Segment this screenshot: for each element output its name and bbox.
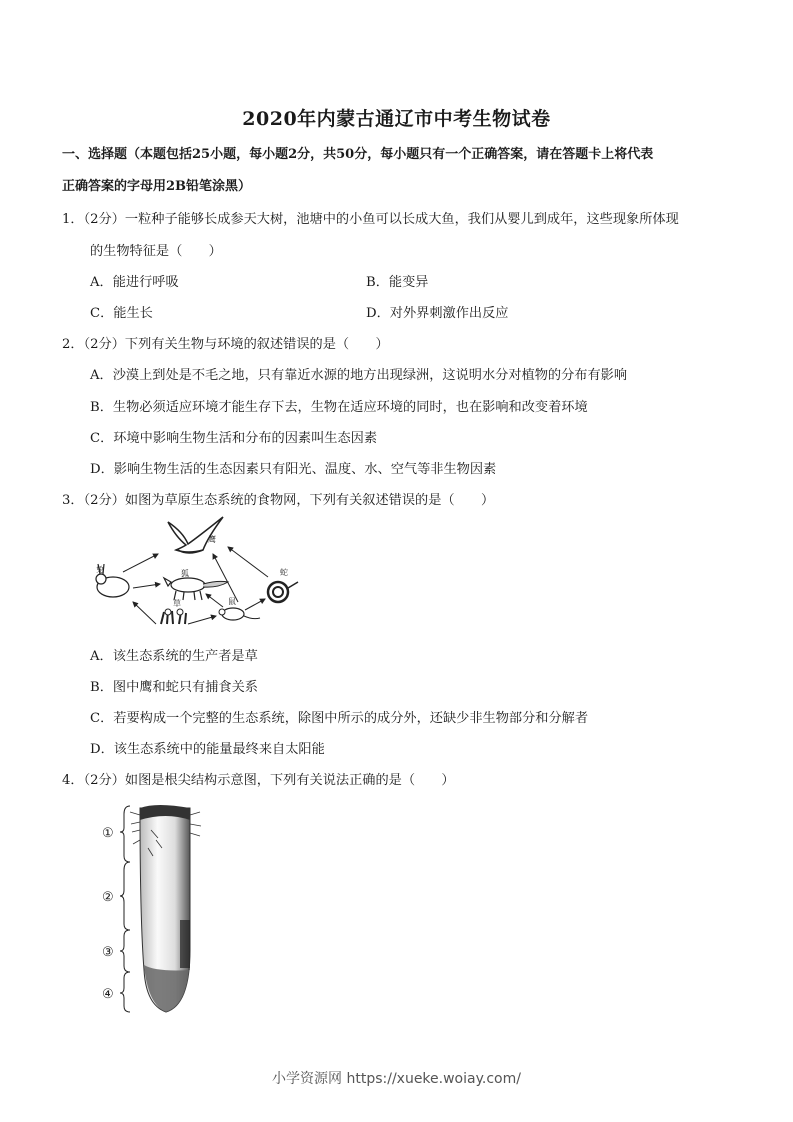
- label-2: ②: [102, 890, 114, 905]
- question-4-stem: 4．（2分）如图是根尖结构示意图，下列有关说法正确的是（ ）: [62, 773, 455, 788]
- svg-text:鹰: 鹰: [208, 535, 216, 544]
- question-2-option-b: B．生物必须适应环境才能生存下去，生物在适应环境的同时，也在影响和改变着环境: [90, 400, 588, 415]
- question-3-option-c: C．若要构成一个完整的生态系统，除图中所示的成分外，还缺少非生物部分和分解者: [90, 711, 589, 726]
- svg-text:兔: 兔: [96, 565, 104, 574]
- label-3: ③: [102, 945, 114, 960]
- section-heading-line-1: 一、选择题（本题包括25小题，每小题2分，共50分，每小题只有一个正确答案，请在答题卡上将代表: [62, 147, 654, 162]
- label-4: ④: [102, 987, 114, 1002]
- food-web-diagram: [88, 512, 318, 632]
- mouse-icon: [219, 608, 260, 620]
- svg-text:狐: 狐: [181, 569, 189, 578]
- question-3-option-b: B．图中鹰和蛇只有捕食关系: [90, 680, 258, 695]
- question-3-stem: 3．（2分）如图为草原生态系统的食物网，下列有关叙述错误的是（ ）: [62, 493, 495, 508]
- svg-text:蛇: 蛇: [280, 568, 288, 577]
- page-footer: 小学资源网 https://xueke.woiay.com/: [272, 1071, 521, 1087]
- question-1-stem-cont: 的生物特征是（ ）: [90, 244, 222, 259]
- root-tip-diagram: [96, 800, 206, 1020]
- question-1-stem: 1．（2分）一粒种子能够长成参天大树，池塘中的小鱼可以长成大鱼，我们从婴儿到成年，这些现象所体现: [62, 212, 679, 227]
- root-tip-figure: [96, 800, 206, 1020]
- question-2-option-d: D．影响生物生活的生态因素只有阳光、温度、水、空气等非生物因素: [90, 462, 497, 477]
- food-web-figure: [88, 512, 318, 632]
- label-1: ①: [102, 826, 114, 841]
- question-2-stem: 2．（2分）下列有关生物与环境的叙述错误的是（ ）: [62, 337, 389, 352]
- section-heading-line-2: 正确答案的字母用2B铅笔涂黑）: [62, 179, 252, 194]
- page-title: 2020年内蒙古通辽市中考生物试卷: [242, 108, 551, 130]
- svg-text:草: 草: [173, 599, 181, 608]
- question-1-option-b: B．能变异: [366, 275, 429, 290]
- question-2-option-a: A．沙漠上到处是不毛之地，只有靠近水源的地方出现绿洲，这说明水分对植物的分布有影响: [90, 368, 628, 383]
- section-heading: [62, 139, 742, 203]
- fox-icon: [164, 578, 228, 600]
- grass-icon: [161, 609, 186, 624]
- question-1-option-c: C．能生长: [90, 306, 153, 321]
- section-braces: [120, 806, 130, 1012]
- question-3-option-d: D．该生态系统中的能量最终来自太阳能: [90, 742, 325, 757]
- question-1-option-d: D．对外界刺激作出反应: [366, 306, 509, 321]
- question-1-option-a: A．能进行呼吸: [90, 275, 179, 290]
- snake-icon: [268, 582, 298, 602]
- question-3-option-a: A．该生态系统的生产者是草: [90, 649, 258, 664]
- svg-text:鼠: 鼠: [228, 597, 236, 606]
- question-2-option-c: C．环境中影响生物生活和分布的因素叫生态因素: [90, 431, 378, 446]
